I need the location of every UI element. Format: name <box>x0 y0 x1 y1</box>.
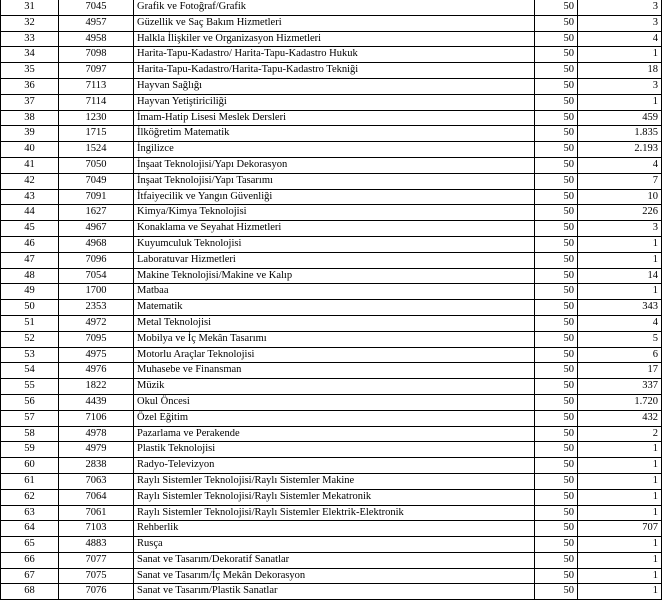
row-number: 56 <box>1 394 59 410</box>
field-code: 1700 <box>59 284 134 300</box>
field-code: 7063 <box>59 473 134 489</box>
table-row <box>1 505 662 521</box>
quota-value: 50 <box>535 379 578 395</box>
row-number: 40 <box>1 142 59 158</box>
row-number: 34 <box>1 47 59 63</box>
row-number: 47 <box>1 252 59 268</box>
applicant-count: 3 <box>578 15 662 31</box>
table-row <box>1 15 662 31</box>
field-name: Hayvan Yetiştiriciliği <box>134 94 535 110</box>
applicant-count: 18 <box>578 63 662 79</box>
quota-value: 50 <box>535 47 578 63</box>
row-number: 36 <box>1 78 59 94</box>
field-code: 7095 <box>59 331 134 347</box>
quota-value: 50 <box>535 505 578 521</box>
field-code: 7098 <box>59 47 134 63</box>
row-number: 39 <box>1 126 59 142</box>
field-code: 7114 <box>59 94 134 110</box>
table-row <box>1 315 662 331</box>
quota-value: 50 <box>535 31 578 47</box>
row-number: 65 <box>1 537 59 553</box>
table-row <box>1 537 662 553</box>
field-code: 4975 <box>59 347 134 363</box>
field-name: Güzellik ve Saç Bakım Hizmetleri <box>134 15 535 31</box>
row-number: 33 <box>1 31 59 47</box>
row-number: 58 <box>1 426 59 442</box>
field-code: 7096 <box>59 252 134 268</box>
applicant-count: 4 <box>578 315 662 331</box>
field-name: İnşaat Teknolojisi/Yapı Tasarımı <box>134 173 535 189</box>
table-row <box>1 221 662 237</box>
quota-value: 50 <box>535 458 578 474</box>
field-code: 7106 <box>59 410 134 426</box>
quota-value: 50 <box>535 363 578 379</box>
table-row <box>1 284 662 300</box>
applicant-count: 459 <box>578 110 662 126</box>
quota-value: 50 <box>535 489 578 505</box>
quota-value: 50 <box>535 442 578 458</box>
table-row <box>1 110 662 126</box>
quota-value: 50 <box>535 0 578 15</box>
quota-value: 50 <box>535 552 578 568</box>
row-number: 60 <box>1 458 59 474</box>
table-row <box>1 552 662 568</box>
applicant-count: 343 <box>578 300 662 316</box>
row-number: 61 <box>1 473 59 489</box>
table-row <box>1 142 662 158</box>
field-name: Hayvan Sağlığı <box>134 78 535 94</box>
quota-value: 50 <box>535 315 578 331</box>
field-name: İtfaiyecilik ve Yangın Güvenliği <box>134 189 535 205</box>
field-name: Metal Teknolojisi <box>134 315 535 331</box>
table-row <box>1 94 662 110</box>
field-code: 1230 <box>59 110 134 126</box>
table-row <box>1 268 662 284</box>
applicant-count: 226 <box>578 205 662 221</box>
field-code: 7064 <box>59 489 134 505</box>
table-row <box>1 157 662 173</box>
applicant-count: 1 <box>578 458 662 474</box>
quota-value: 50 <box>535 284 578 300</box>
applicant-count: 4 <box>578 31 662 47</box>
applicant-count: 1.835 <box>578 126 662 142</box>
field-name: Muhasebe ve Finansman <box>134 363 535 379</box>
row-number: 41 <box>1 157 59 173</box>
field-name: Matematik <box>134 300 535 316</box>
table-row <box>1 0 662 15</box>
quota-value: 50 <box>535 78 578 94</box>
field-code: 2838 <box>59 458 134 474</box>
field-name: Motorlu Araçlar Teknolojisi <box>134 347 535 363</box>
row-number: 46 <box>1 236 59 252</box>
quota-value: 50 <box>535 331 578 347</box>
row-number: 59 <box>1 442 59 458</box>
quota-value: 50 <box>535 410 578 426</box>
field-code: 4972 <box>59 315 134 331</box>
applicant-count: 337 <box>578 379 662 395</box>
applicant-count: 1 <box>578 537 662 553</box>
applicant-count: 1 <box>578 284 662 300</box>
field-name: Sanat ve Tasarım/Dekoratif Sanatlar <box>134 552 535 568</box>
field-code: 4979 <box>59 442 134 458</box>
field-name: Kimya/Kimya Teknolojisi <box>134 205 535 221</box>
field-code: 7061 <box>59 505 134 521</box>
table-row <box>1 394 662 410</box>
table-row <box>1 568 662 584</box>
field-name: Sanat ve Tasarım/İç Mekân Dekorasyon <box>134 568 535 584</box>
row-number: 48 <box>1 268 59 284</box>
quota-value: 50 <box>535 473 578 489</box>
field-code: 1524 <box>59 142 134 158</box>
table-row <box>1 300 662 316</box>
quota-value: 50 <box>535 157 578 173</box>
field-code: 7045 <box>59 0 134 15</box>
row-number: 38 <box>1 110 59 126</box>
applicant-count: 1 <box>578 236 662 252</box>
field-code: 2353 <box>59 300 134 316</box>
applicant-count: 1 <box>578 442 662 458</box>
field-name: İmam-Hatip Lisesi Meslek Dersleri <box>134 110 535 126</box>
row-number: 37 <box>1 94 59 110</box>
field-name: Matbaa <box>134 284 535 300</box>
field-name: Rusça <box>134 537 535 553</box>
field-name: İnşaat Teknolojisi/Yapı Dekorasyon <box>134 157 535 173</box>
quota-value: 50 <box>535 94 578 110</box>
quota-value: 50 <box>535 173 578 189</box>
field-code: 4957 <box>59 15 134 31</box>
row-number: 35 <box>1 63 59 79</box>
row-number: 42 <box>1 173 59 189</box>
field-name: Makine Teknolojisi/Makine ve Kalıp <box>134 268 535 284</box>
quota-value: 50 <box>535 236 578 252</box>
table-row <box>1 473 662 489</box>
table-row <box>1 63 662 79</box>
row-number: 52 <box>1 331 59 347</box>
field-name: Okul Öncesi <box>134 394 535 410</box>
quota-value: 50 <box>535 221 578 237</box>
quota-value: 50 <box>535 537 578 553</box>
field-code: 7054 <box>59 268 134 284</box>
applicant-count: 7 <box>578 173 662 189</box>
field-name: Özel Eğitim <box>134 410 535 426</box>
field-code: 1715 <box>59 126 134 142</box>
applicant-count: 432 <box>578 410 662 426</box>
row-number: 67 <box>1 568 59 584</box>
table-row <box>1 126 662 142</box>
field-name: Raylı Sistemler Teknolojisi/Raylı Sistemler Makine <box>134 473 535 489</box>
row-number: 49 <box>1 284 59 300</box>
field-name: Kuyumculuk Teknolojisi <box>134 236 535 252</box>
row-number: 43 <box>1 189 59 205</box>
table-row <box>1 78 662 94</box>
quota-value: 50 <box>535 189 578 205</box>
field-name: Pazarlama ve Perakende <box>134 426 535 442</box>
row-number: 68 <box>1 584 59 600</box>
field-code: 7075 <box>59 568 134 584</box>
quota-value: 50 <box>535 568 578 584</box>
applicant-count: 17 <box>578 363 662 379</box>
row-number: 53 <box>1 347 59 363</box>
table-row <box>1 410 662 426</box>
table-row <box>1 331 662 347</box>
field-name: Harita-Tapu-Kadastro/Harita-Tapu-Kadastro Tekniği <box>134 63 535 79</box>
applicant-count: 1.720 <box>578 394 662 410</box>
applicant-count: 3 <box>578 221 662 237</box>
applicant-count: 4 <box>578 157 662 173</box>
row-number: 55 <box>1 379 59 395</box>
row-number: 63 <box>1 505 59 521</box>
table-row <box>1 47 662 63</box>
field-code: 4439 <box>59 394 134 410</box>
field-name: Konaklama ve Seyahat Hizmetleri <box>134 221 535 237</box>
table-row <box>1 584 662 600</box>
field-name: Raylı Sistemler Teknolojisi/Raylı Sistemler Elektrik-Elektronik <box>134 505 535 521</box>
quota-value: 50 <box>535 521 578 537</box>
field-code: 4967 <box>59 221 134 237</box>
applicant-count: 707 <box>578 521 662 537</box>
applicant-count: 1 <box>578 473 662 489</box>
field-name: Mobilya ve İç Mekân Tasarımı <box>134 331 535 347</box>
field-name: Raylı Sistemler Teknolojisi/Raylı Sistemler Mekatronik <box>134 489 535 505</box>
table-row <box>1 173 662 189</box>
field-name: İlköğretim Matematik <box>134 126 535 142</box>
field-code: 4978 <box>59 426 134 442</box>
quota-value: 50 <box>535 300 578 316</box>
field-name: Harita-Tapu-Kadastro/ Harita-Tapu-Kadastro Hukuk <box>134 47 535 63</box>
table-row <box>1 205 662 221</box>
table-row <box>1 31 662 47</box>
row-number: 66 <box>1 552 59 568</box>
table-row <box>1 442 662 458</box>
quota-value: 50 <box>535 205 578 221</box>
row-number: 50 <box>1 300 59 316</box>
applicant-count: 10 <box>578 189 662 205</box>
table-row <box>1 236 662 252</box>
quota-value: 50 <box>535 268 578 284</box>
field-name: Radyo-Televizyon <box>134 458 535 474</box>
field-code: 7103 <box>59 521 134 537</box>
applicant-count: 14 <box>578 268 662 284</box>
applicant-count: 3 <box>578 0 662 15</box>
applicant-count: 1 <box>578 552 662 568</box>
field-code: 7076 <box>59 584 134 600</box>
field-name: Grafik ve Fotoğraf/Grafik <box>134 0 535 15</box>
table-row <box>1 189 662 205</box>
table-row <box>1 347 662 363</box>
quota-value: 50 <box>535 252 578 268</box>
field-code: 4968 <box>59 236 134 252</box>
field-code: 4883 <box>59 537 134 553</box>
applicant-count: 1 <box>578 252 662 268</box>
quota-value: 50 <box>535 142 578 158</box>
quota-value: 50 <box>535 126 578 142</box>
applicant-count: 2 <box>578 426 662 442</box>
quota-value: 50 <box>535 63 578 79</box>
row-number: 45 <box>1 221 59 237</box>
quota-value: 50 <box>535 347 578 363</box>
field-code: 7091 <box>59 189 134 205</box>
row-number: 54 <box>1 363 59 379</box>
table-row <box>1 458 662 474</box>
applicant-count: 6 <box>578 347 662 363</box>
field-name: Plastik Teknolojisi <box>134 442 535 458</box>
field-name: Müzik <box>134 379 535 395</box>
row-number: 31 <box>1 0 59 15</box>
field-code: 1627 <box>59 205 134 221</box>
field-name: Halkla İlişkiler ve Organizasyon Hizmetleri <box>134 31 535 47</box>
table-row <box>1 363 662 379</box>
quota-value: 50 <box>535 394 578 410</box>
applicant-count: 1 <box>578 505 662 521</box>
quota-value: 50 <box>535 584 578 600</box>
field-code: 4976 <box>59 363 134 379</box>
table-row <box>1 379 662 395</box>
applicant-count: 1 <box>578 568 662 584</box>
field-code: 4958 <box>59 31 134 47</box>
field-code: 7097 <box>59 63 134 79</box>
table-row <box>1 489 662 505</box>
field-code: 7113 <box>59 78 134 94</box>
field-name: Laboratuvar Hizmetleri <box>134 252 535 268</box>
quota-value: 50 <box>535 110 578 126</box>
quota-value: 50 <box>535 15 578 31</box>
field-code: 7077 <box>59 552 134 568</box>
applicant-count: 3 <box>578 78 662 94</box>
field-name: Rehberlik <box>134 521 535 537</box>
table-row <box>1 252 662 268</box>
quota-value: 50 <box>535 426 578 442</box>
row-number: 51 <box>1 315 59 331</box>
field-name: İngilizce <box>134 142 535 158</box>
row-number: 44 <box>1 205 59 221</box>
applicant-count: 5 <box>578 331 662 347</box>
applicant-count: 1 <box>578 584 662 600</box>
table-row <box>1 521 662 537</box>
field-code: 7049 <box>59 173 134 189</box>
row-number: 32 <box>1 15 59 31</box>
applicant-count: 1 <box>578 489 662 505</box>
field-code: 1822 <box>59 379 134 395</box>
row-number: 62 <box>1 489 59 505</box>
field-code: 7050 <box>59 157 134 173</box>
applicant-count: 1 <box>578 47 662 63</box>
applicant-count: 2.193 <box>578 142 662 158</box>
table-body <box>1 0 662 600</box>
row-number: 64 <box>1 521 59 537</box>
applicant-count: 1 <box>578 94 662 110</box>
table-row <box>1 426 662 442</box>
field-name: Sanat ve Tasarım/Plastik Sanatlar <box>134 584 535 600</box>
row-number: 57 <box>1 410 59 426</box>
